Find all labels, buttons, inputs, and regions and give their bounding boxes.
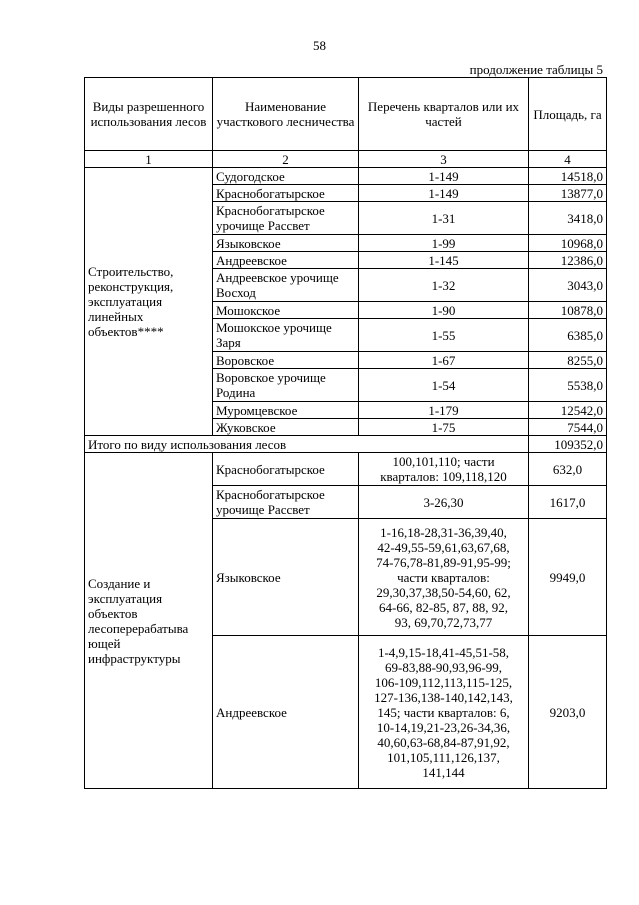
forestry-name: Краснобогатырское урочище Рассвет [213,486,359,519]
header-forestry-name: Наименование участкового лесничества [213,78,359,151]
area-cell: 1617,0 [529,486,607,519]
forestry-name: Воровское урочище Родина [213,369,359,402]
use-type-cell: Строительство, реконструкция, эксплуатация линейных объектов**** [85,168,213,436]
header-area: Площадь, га [529,78,607,151]
area-cell: 10968,0 [529,235,607,252]
quarters-line: 10-14,19,21-23,26-34,36, [376,719,511,735]
quarters-line: 100,101,110; части [392,454,495,469]
quarters-line: 3-26,30 [423,494,464,510]
quarters-line: 40,60,63-68,84-87,91,92, [377,734,510,750]
quarters-line: 29,30,37,38,50-54,60, 62, [376,584,511,600]
quarters-cell: 1-75 [359,419,529,436]
quarters-cell: 1-99 [359,235,529,252]
quarters-line: кварталов: 109,118,120 [380,469,507,484]
forestry-name: Андреевское [213,252,359,269]
quarters-line: 127-136,138-140,142,143, [374,689,513,705]
use-type-line: эксплуатация [88,590,163,606]
area-cell: 8255,0 [529,352,607,369]
forestry-name: Судогодское [213,168,359,185]
forestry-name: Краснобогатырское [213,185,359,202]
forestry-name: Жуковское [213,419,359,436]
use-type-line: ющей [88,635,121,651]
column-number-row [85,151,607,168]
quarters-cell: 1-67 [359,352,529,369]
total-area: 109352,0 [529,436,607,453]
area-cell: 9949,0 [529,519,607,636]
use-type-line: лесоперерабатыва [88,620,189,636]
quarters-cell [359,486,529,519]
area-cell: 13877,0 [529,185,607,202]
use-type-line: Создание и [88,575,151,591]
area-cell: 9203,0 [529,636,607,789]
forestry-name: Андреевское [213,636,359,789]
quarters-cell [359,453,529,486]
column-number: 4 [529,151,607,168]
quarters-line: 64-66, 82-85, 87, 88, 92, [379,599,508,615]
use-type-line: объектов [88,605,138,621]
area-cell: 6385,0 [529,319,607,352]
area-cell: 7544,0 [529,419,607,436]
forestry-name: Мошокское урочище Заря [213,319,359,352]
area-cell: 10878,0 [529,302,607,319]
use-type-cell [85,453,213,789]
header-use-type: Виды разрешенного использования лесов [85,78,213,151]
quarters-line: 42-49,55-59,61,63,67,68, [377,539,510,555]
use-type-line: инфраструктуры [88,650,181,666]
quarters-line: 106-109,112,113,115-125, [374,674,513,690]
quarters-cell [359,519,529,636]
page-number: 58 [313,38,326,53]
table-row [85,168,607,185]
area-cell: 14518,0 [529,168,607,185]
forestry-name: Муромцевское [213,402,359,419]
quarters-line: 74-76,78-81,89-91,95-99; [376,554,511,570]
forestry-name: Краснобогатырское урочище Рассвет [213,202,359,235]
column-number: 3 [359,151,529,168]
table-header-row [85,78,607,151]
forestry-name: Краснобогатырское [213,453,359,486]
area-cell: 12386,0 [529,252,607,269]
quarters-line: части кварталов: [397,569,490,585]
quarters-cell: 1-32 [359,269,529,302]
quarters-line: 1-4,9,15-18,41-45,51-58, [377,644,510,660]
quarters-line: 101,105,111,126,137, [387,749,500,765]
header-quarters-list: Перечень кварталов или их частей [359,78,529,151]
column-number: 1 [85,151,213,168]
area-cell: 632,0 [529,453,607,486]
forestry-name: Мошокское [213,302,359,319]
quarters-line: 141,144 [422,764,465,780]
quarters-cell: 1-55 [359,319,529,352]
quarters-line: 93, 69,70,72,73,77 [394,614,493,630]
quarters-cell: 1-149 [359,185,529,202]
table-row [85,453,607,486]
quarters-cell [359,636,529,789]
forestry-name: Языковское [213,519,359,636]
area-cell: 3418,0 [529,202,607,235]
area-cell: 5538,0 [529,369,607,402]
table-continuation-label: продолжение таблицы 5 [469,62,603,77]
quarters-cell: 1-179 [359,402,529,419]
quarters-line: 69-83,88-90,93,96-99, [385,659,502,675]
quarters-cell: 1-90 [359,302,529,319]
quarters-cell: 1-54 [359,369,529,402]
quarters-cell: 1-31 [359,202,529,235]
area-cell: 12542,0 [529,402,607,419]
forestry-name: Воровское [213,352,359,369]
forestry-name: Языковское [213,235,359,252]
forestry-name: Андреевское урочище Восход [213,269,359,302]
total-row [85,436,607,453]
quarters-cell: 1-149 [359,168,529,185]
total-label: Итого по виду использования лесов [85,436,529,453]
area-cell: 3043,0 [529,269,607,302]
quarters-cell: 1-145 [359,252,529,269]
land-use-table [84,77,607,789]
quarters-line: 145; части кварталов: 6, [377,704,510,720]
column-number: 2 [213,151,359,168]
quarters-line: 1-16,18-28,31-36,39,40, [380,524,507,540]
